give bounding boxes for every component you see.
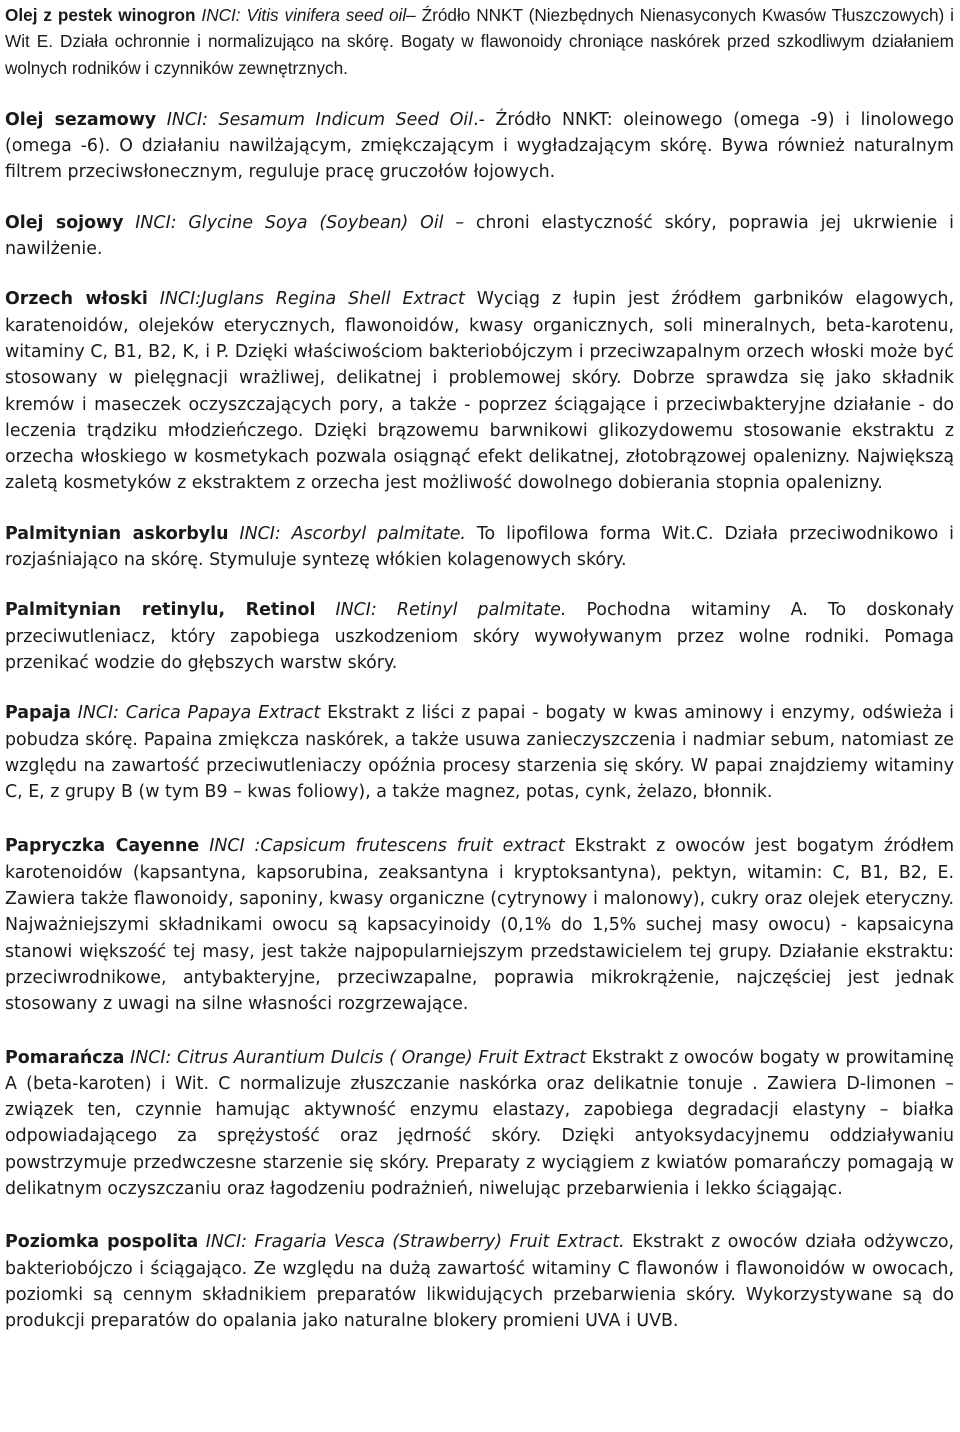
entry-name: Palmitynian retinylu, Retinol	[5, 600, 316, 621]
entry-soybean-oil	[5, 210, 954, 263]
entry-inci: INCI :Capsicum frutescens fruit extract	[209, 836, 565, 857]
entry-description: – chroni elastyczność skóry, poprawia jej ukrwienie i nawilżenie.	[5, 212, 955, 260]
entry-name: Poziomka pospolita	[5, 1232, 199, 1253]
entry-inci: INCI: Ascorbyl palmitate.	[239, 523, 466, 544]
entry-inci: INCI: Vitis vinifera seed oil	[201, 5, 407, 25]
entry-name: Olej z pestek winogron	[5, 5, 196, 25]
entry-description: .- Źródło NNKT: oleinowego (omega -9) i linolowego (omega -6). O działaniu nawilżającym, zmiękczającym i wygładzającym skórę. Bywa również naturalnym filtrem przeciwsłonecznym, reguluje pracę gruczołów łojowych.	[5, 109, 954, 183]
entry-orange	[5, 1045, 954, 1203]
entry-description: Ekstrakt z owoców działa odżywczo, bakteriobójczo i ściągająco. Ze względu na dużą zawartość witaminy C flawonów i flawonoidów w owocach, poziomki są cennym składnikiem preparatów likwidujących przebarwienia skóry. Wykorzystywane są do produkcji preparatów do opalania jako naturalne blokery promieni UVA i UVB.	[5, 1232, 954, 1332]
entry-sesame-oil	[5, 107, 954, 186]
entry-name: Palmitynian askorbylu	[5, 523, 229, 544]
entry-name: Olej sojowy	[5, 212, 124, 233]
entry-description: Ekstrakt z liści z papai - bogaty w kwas aminowy i enzymy, odświeża i pobudza skórę. Papaina zmiękcza naskórek, a także usuwa zanieczyszczenia i nadmiar sebum, natomiast ze względu na zawartość przeciwutleniaczy opóźnia procesy starzenia się skóry. W papai znajdziemy witaminy C, E, z grupy B (w tym B9 – kwas foliowy), a także magnez, potas, cynk, żelazo, błonnik.	[5, 703, 954, 803]
entry-name: Papaja	[5, 703, 71, 724]
entry-inci: INCI: Glycine Soya (Soybean) Oil	[135, 212, 444, 233]
entry-walnut	[5, 286, 954, 496]
entry-description: Ekstrakt z owoców jest bogatym źródłem karotenoidów (kapsantyna, kapsorubina, zeaksantyna i kryptoksantyna), pektyn, witamin: C, B1, B2, E. Zawiera także flawonoidy, saponiny, kwasy organiczne (cytrynowy i malonowy), cukry oraz olejek eteryczny. Najważniejszymi składnikami owocu są kapsacyinoidy (0,1% do 1,5% suchej masy owocu) - kapsaicyna stanowi większość tej masy, jest także najpopularniejszym przedstawicielem tej grupy. Działanie ekstraktu: przeciwrodnikowe, antybakteryjne, przeciwzapalne, poprawia mikrokrążenie, najczęściej jest jednak stosowany z uwagi na silne własności rozgrzewające.	[5, 836, 955, 1015]
entry-description: Pochodna witaminy A. To doskonały przeciwutleniacz, który zapobiega uszkodzeniom skóry wywoływanym przez wolne rodniki. Pomaga przenikać wodzie do głębszych warstw skóry.	[5, 600, 954, 673]
entry-description: Ekstrakt z owoców bogaty w prowitaminę A (beta-karoten) i Wit. C normalizuje złuszczanie naskórka oraz delikatnie tonuje . Zawiera D-limonen – związek ten, czynnie hamując aktywność enzymu elastazy, zapobiega degradacji elastyny – białka odpowiadającego za sprężystość oraz jędrność skóry. Dzięki antyoksydacyjnemu oddziaływaniu powstrzymuje przedwczesne starzenie się skóry. Preparaty z wyciągiem z kwiatów pomarańczy pomagają w delikatnym oczyszczaniu oraz łagodzeniu podrażnień, niwelując przebarwienia i lekko ściągając.	[5, 1047, 955, 1199]
entry-inci: INCI: Fragaria Vesca (Strawberry) Fruit Extract.	[205, 1232, 625, 1253]
entry-description: – Źródło NNKT (Niezbędnych Nienasyconych Kwasów Tłuszczowych) i Wit E. Działa ochronnie i normalizująco na skórę. Bogaty w flawonoidy chroniące naskórek przed szkodliwym działaniem wolnych rodników i czynników zewnętrznych.	[5, 5, 954, 78]
entry-inci: INCI: Carica Papaya Extract	[77, 703, 321, 724]
entry-inci: INCI: Sesamum Indicum Seed Oil	[166, 109, 474, 130]
entry-ascorbyl-palmitate	[5, 521, 954, 574]
entry-description: Wyciąg z łupin jest źródłem garbników elagowych, karatenoidów, olejeków eterycznych, flawonoidów, kwasy organicznych, soli mineralnych, beta-karotenu, witaminy C, B1, B2, K, i P. Dzięki właściwościom bakteriobójczym i przeciwzapalnym orzech włoski może być stosowany w pielęgnacji wrażliwej, delikatnej i problemowej skóry. Dobrze sprawdza się jako składnik kremów i maseczek oczyszczających pory, a także - poprzez ściągające i przeciwbakteryjne działanie - do leczenia trądziku młodzieńczego. Dzięki brązowemu barwnikowi glikozydowemu stosowanie ekstraktu z orzecha włoskiego w kosmetykach pozwala osiągnąć efekt delikatnej, złotobrązowej opalenizny. Największą zaletą kosmetyków z ekstraktem z orzecha jest możliwość dowolnego dobierania stopnia opalenizny.	[5, 289, 954, 494]
entry-inci: INCI:Juglans Regina Shell Extract	[159, 289, 465, 310]
entry-inci: INCI: Retinyl palmitate.	[335, 600, 567, 621]
entry-description: To lipofilowa forma Wit.C. Działa przeciwodnikowo i rozjaśniająco na skórę. Stymuluje syntezę włókien kolagenowych skóry.	[5, 523, 955, 571]
entry-name: Pomarańcza	[5, 1047, 125, 1068]
entry-papaya	[5, 700, 954, 805]
entry-name: Olej sezamowy	[5, 109, 157, 130]
entry-grape-seed-oil	[5, 2, 954, 81]
entry-name: Orzech włoski	[5, 289, 148, 310]
entry-name: Papryczka Cayenne	[5, 836, 200, 857]
entry-cayenne-pepper	[5, 833, 954, 1017]
entry-retinyl-palmitate	[5, 597, 954, 676]
entry-wild-strawberry	[5, 1229, 954, 1334]
entry-inci: INCI: Citrus Aurantium Dulcis ( Orange) Fruit Extract	[130, 1047, 587, 1068]
